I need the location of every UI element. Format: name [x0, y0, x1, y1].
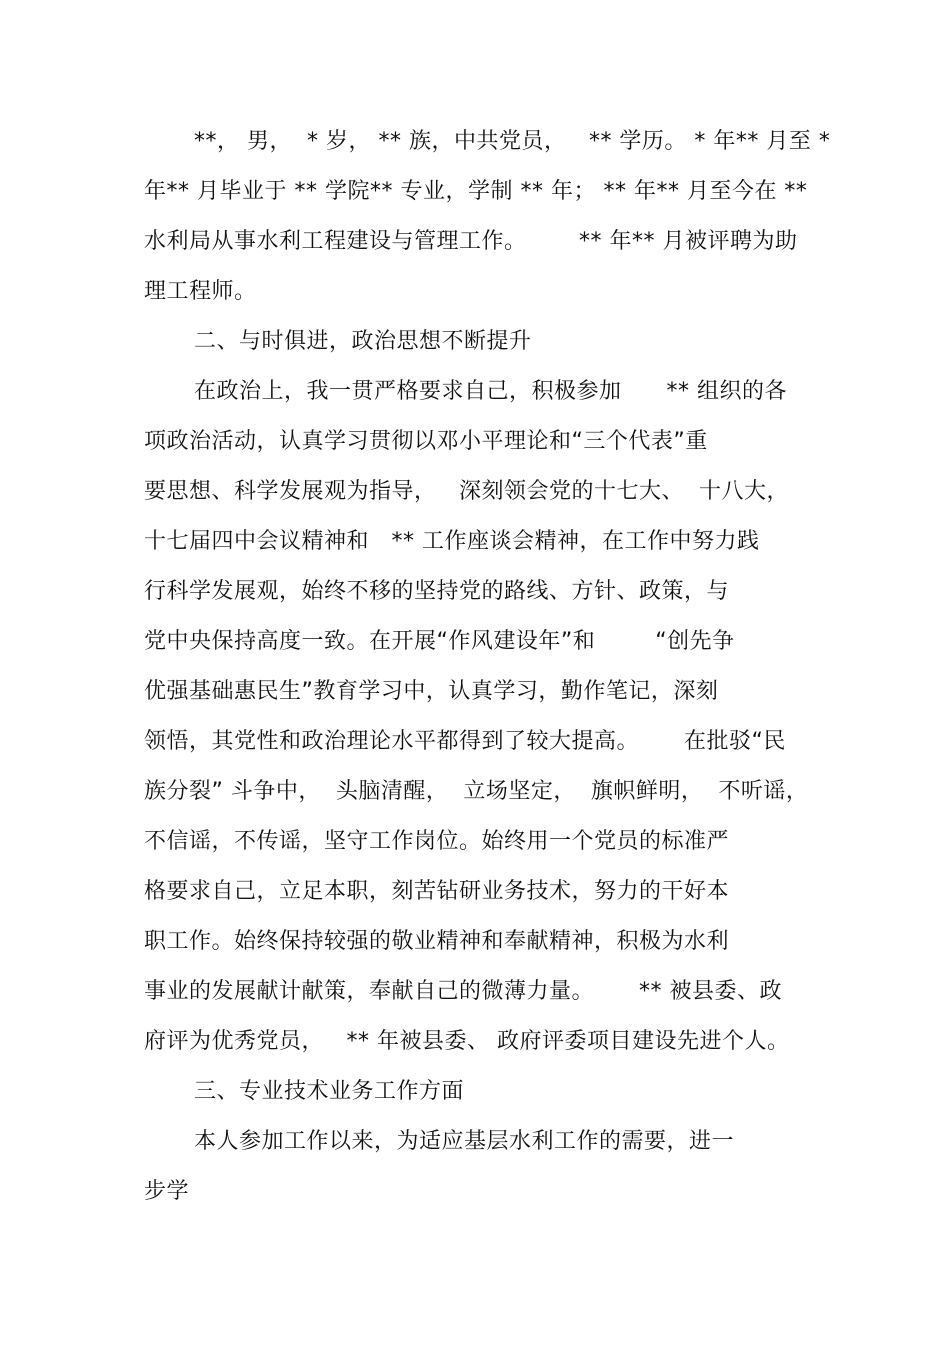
- section-heading: 三、专业技术业务工作方面: [194, 1079, 465, 1104]
- text-line: 项政治活动，认真学习贯彻以邓小平理论和“三个代表”重: [144, 429, 708, 454]
- text-line: 事业的发展献计献策，奉献自己的微薄力量。 ** 被县委、政: [144, 979, 782, 1004]
- text-line: 本人参加工作以来，为适应基层水利工作的需要，进一: [194, 1129, 735, 1154]
- text-line: 格要求自己，立足本职，刻苦钻研业务技术，努力的干好本: [144, 879, 730, 904]
- text-line: 优强基础惠民生”教育学习中，认真学习，勤作笔记，深刻: [144, 679, 719, 704]
- text-line: 不信谣，不传谣，坚守工作岗位。始终用一个党员的标准严: [144, 829, 730, 854]
- text-line: 族分裂” 斗争中， 头脑清醒， 立场坚定， 旗帜鲜明， 不听谣，: [144, 779, 809, 804]
- text-line: 十七届四中会议精神和 ** 工作座谈会精神，在工作中努力践: [144, 529, 760, 554]
- text-line: 在政治上，我一贯严格要求自己，积极参加 ** 组织的各: [194, 379, 787, 404]
- section-heading: 二、与时俱进，政治思想不断提升: [194, 329, 532, 354]
- text-line: 府评为优秀党员， ** 年被县委、 政府评委项目建设先进个人。: [144, 1029, 790, 1054]
- text-line: 行科学发展观，始终不移的坚持党的路线、方针、政策，与: [144, 579, 730, 604]
- text-line: 步学: [144, 1179, 190, 1204]
- text-line: 年** 月毕业于 ** 学院** 专业，学制 ** 年； ** 年** 月至今在 **: [144, 179, 808, 204]
- text-line: 职工作。始终保持较强的敬业精神和奉献精神，积极为水利: [144, 929, 730, 954]
- text-line: **， 男， * 岁， ** 族，中共党员， ** 学历。 * 年** 月至 *: [194, 129, 831, 154]
- text-line: 领悟，其党性和政治理论水平都得到了较大提高。 在批驳“民: [144, 729, 786, 754]
- text-line: 水利局从事水利工程建设与管理工作。 ** 年** 月被评聘为助: [144, 229, 798, 254]
- text-line: 党中央保持高度一致。在开展“作风建设年”和 “创先争: [144, 629, 735, 654]
- text-line: 要思想、科学发展观为指导， 深刻领会党的十七大、 十八大，: [144, 479, 789, 504]
- text-line: 理工程师。: [144, 279, 257, 304]
